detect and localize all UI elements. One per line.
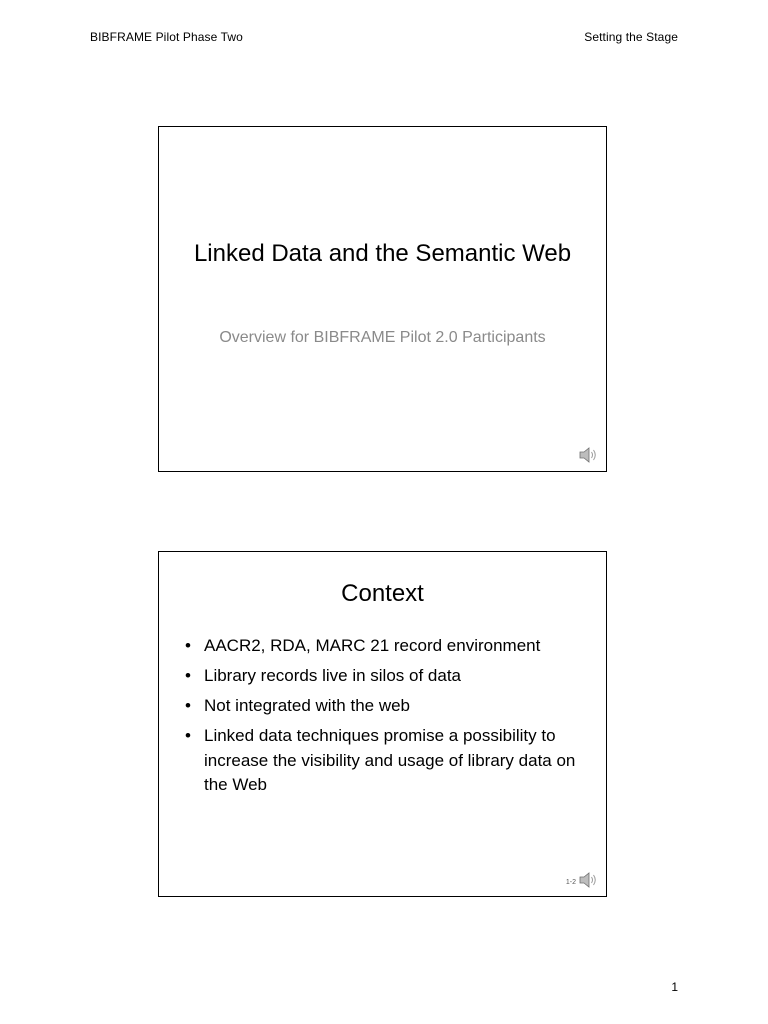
slide-number: 1-2 [565,879,576,886]
running-header-section: Setting the Stage [584,30,678,44]
bullet-dot: • [185,696,191,715]
bullet-text: Linked data techniques promise a possibility to increase the visibility and usage of library data on the Web [204,726,576,794]
slide-1-subtitle: Overview for BIBFRAME Pilot 2.0 Participants [219,329,546,346]
bullet-text: Not integrated with the web [204,696,411,715]
slide-2-bullet-list [185,634,584,803]
slide-1 [158,126,607,472]
bullet-item [185,724,584,798]
bullet-dot: • [185,636,191,655]
page-number: 1 [671,980,678,994]
running-header-title: BIBFRAME Pilot Phase Two [90,30,243,44]
slide-2 [158,551,607,897]
speaker-icon[interactable] [578,870,600,890]
bullet-item [185,664,584,689]
bullet-item [185,634,584,659]
slide-1-title: Linked Data and the Semantic Web [193,240,572,267]
speaker-icon[interactable] [578,445,600,465]
bullet-text: AACR2, RDA, MARC 21 record environment [204,636,541,655]
bullet-dot: • [185,666,191,685]
bullet-dot: • [185,726,191,745]
slide-2-title: Context [341,580,424,607]
bullet-item [185,694,584,719]
bullet-text: Library records live in silos of data [204,666,462,685]
